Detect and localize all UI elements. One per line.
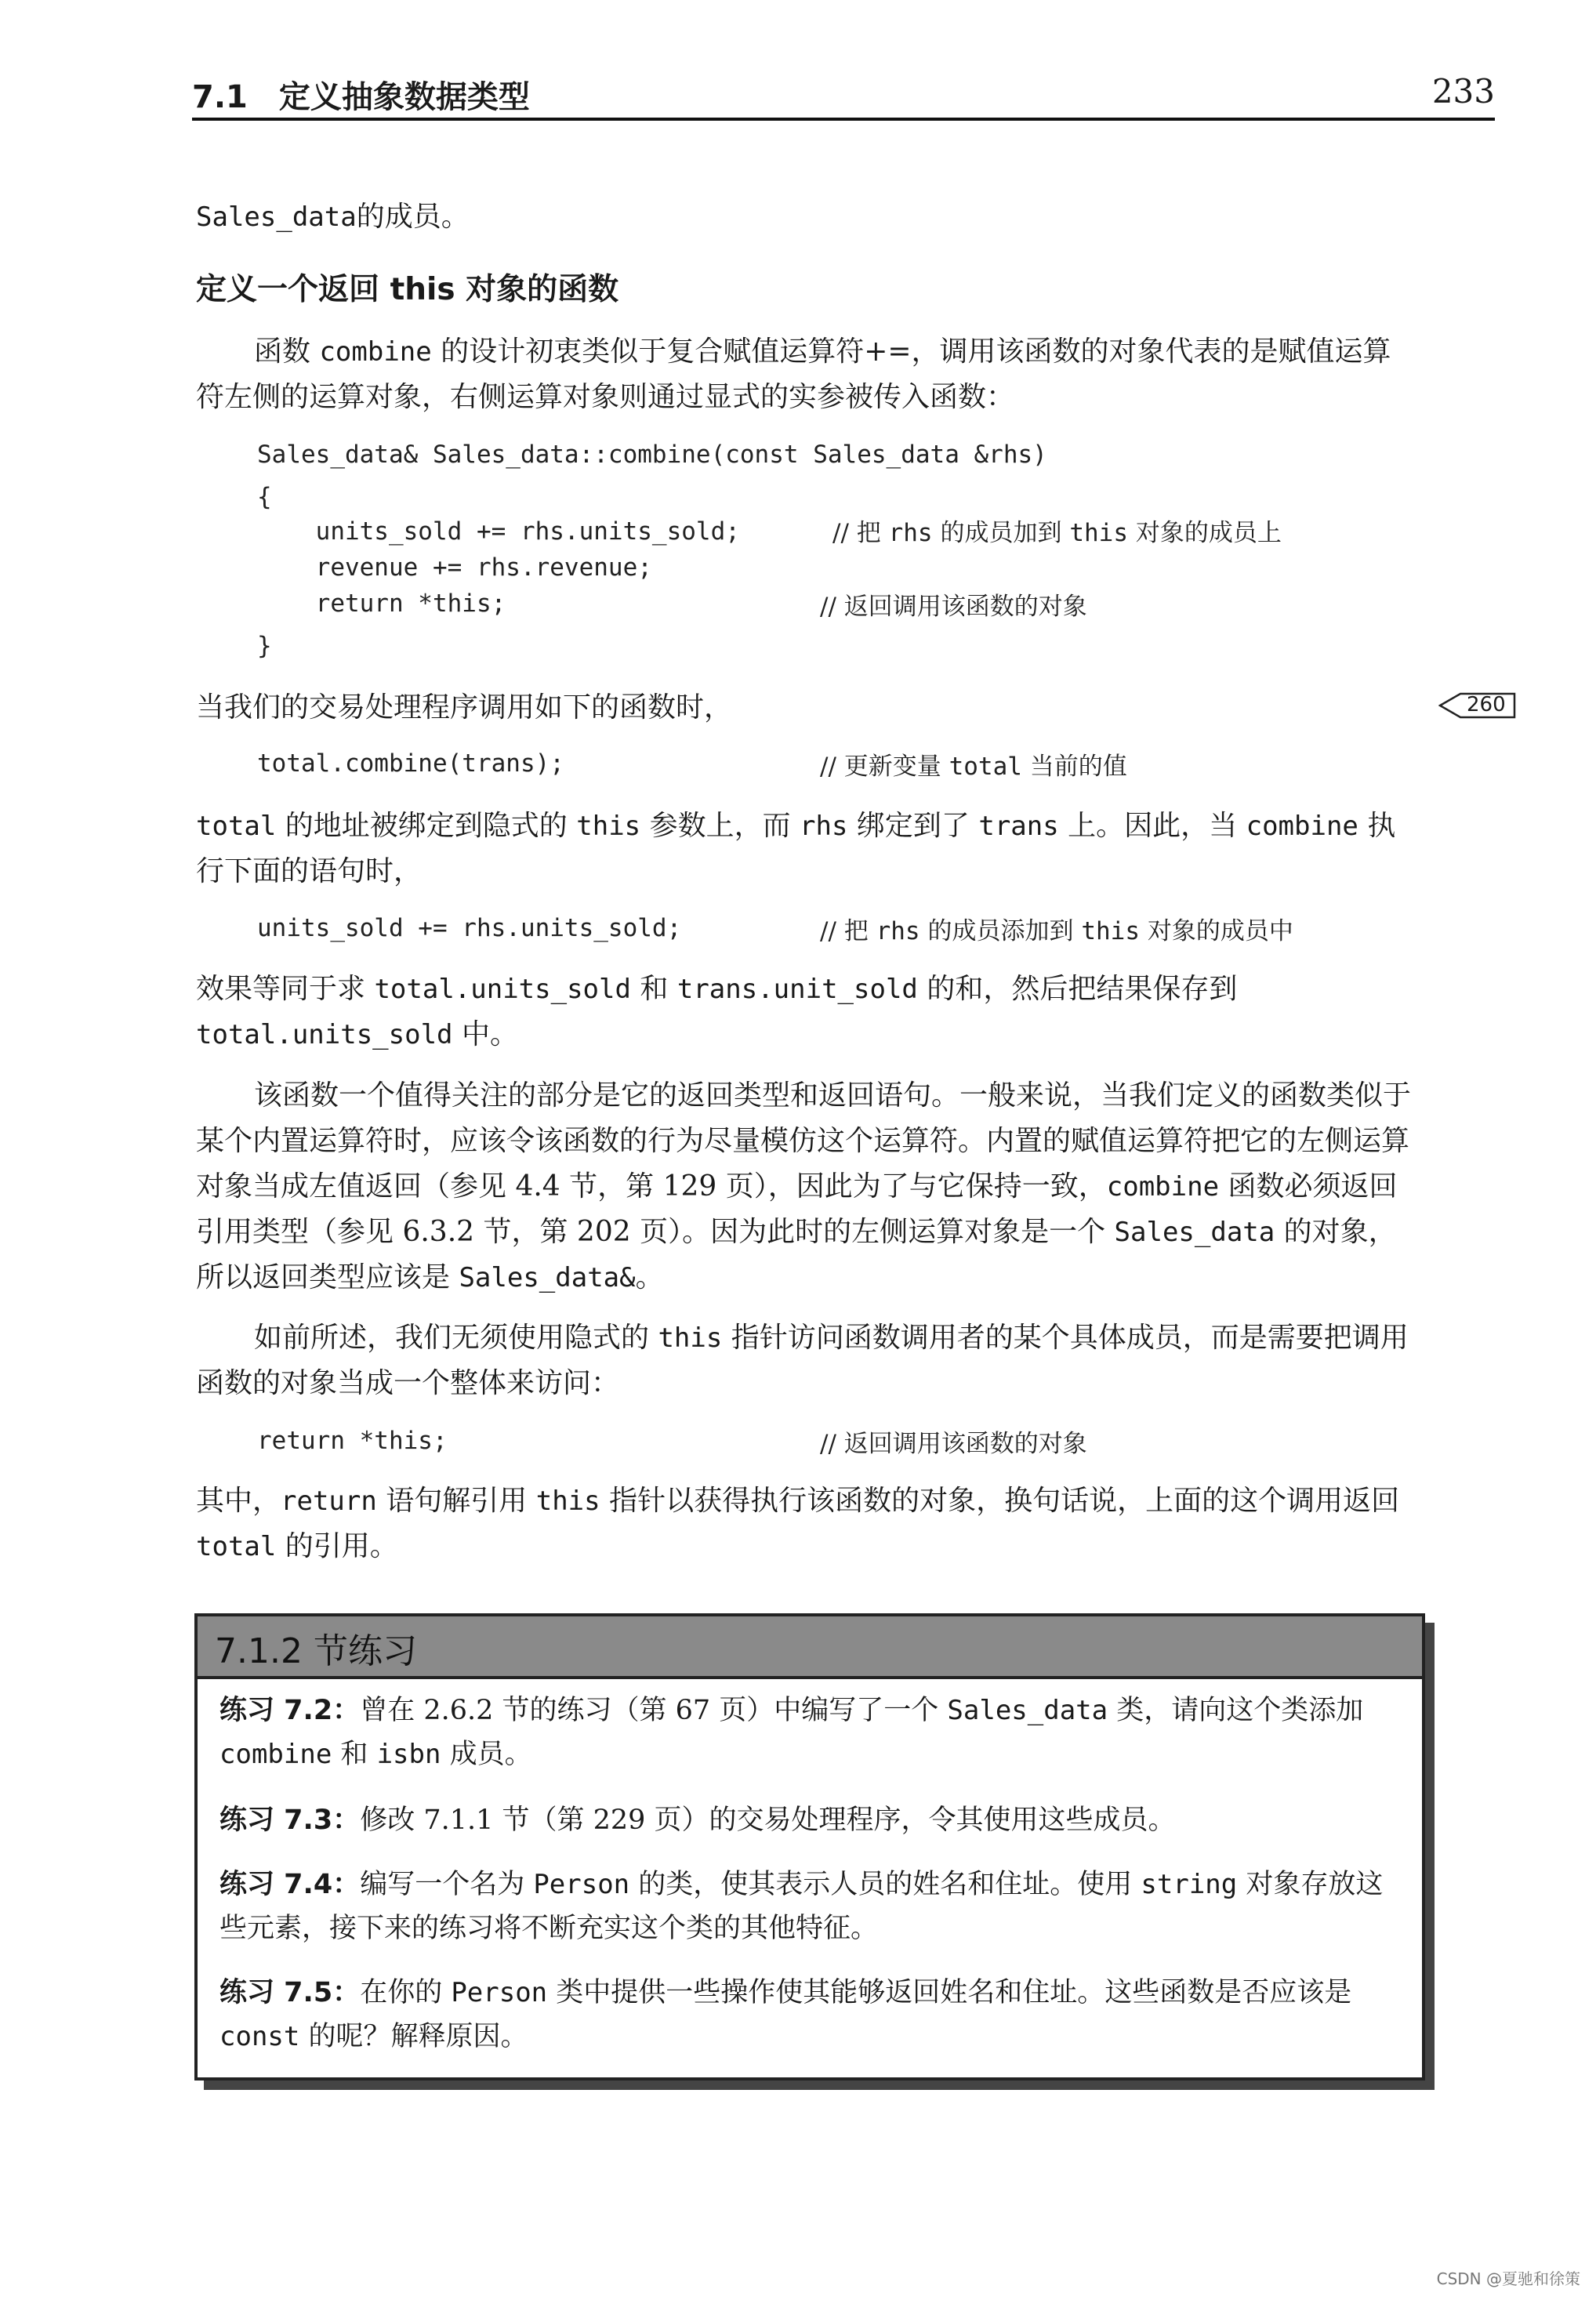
exercise-7-4: 练习 7.4：编写一个名为 Person 的类，使其表示人员的姓名和住址。使用 string 对象存放这些元素，接下来的练习将不断充实这个类的其他特征。 bbox=[219, 1869, 1384, 1944]
header-rule bbox=[192, 118, 1495, 121]
code-comment: // 返回调用该函数的对象 bbox=[820, 593, 1087, 621]
running-header bbox=[192, 72, 1495, 121]
exercise-box-title: 7.1.2 节练习 bbox=[215, 1631, 417, 1671]
exercise-box-title-bar bbox=[198, 1616, 1422, 1679]
code-comment: // 更新变量 total 当前的值 bbox=[820, 753, 1127, 781]
code-comment: // 把 rhs 的成员加到 this 对象的成员上 bbox=[832, 519, 1282, 547]
paragraph-1: 函数 combine 的设计初衷类似于复合赋值运算符+=，调用该函数的对象代表的是赋值运算符左侧的运算对象，右侧运算对象则通过显式的实参被传入函数： bbox=[196, 336, 1391, 413]
paragraph-6: 如前所述，我们无须使用隐式的 this 指针访问函数调用者的某个具体成员，而是需要把调用函数的对象当成一个整体来访问： bbox=[196, 1322, 1409, 1399]
book-page: 7.1 定义抽象数据类型 233 Sales_data的成员。 定义一个返回 this 对象的函数 函数 combine 的设计初衷类似于复合赋值运算符+=，调用该函数的对象代表的是赋值运算符左侧的运算对象，右侧运算对象则通过显式的实参被传入函数： Sales_data& Sales_data::combine(const Sales_data &rhs) { units_sold += rhs.units_sold; revenue += rhs.revenue; return *this; } // 把 rhs 的成员加到 this 对象的成员上 // 返回调用该函数的对象 当我们的交易处理程序调用如下的函数时， 260 total.combine(trans); // 更新变量 total 当前的值 total 的地址被绑定到隐式的 this 参数上，而 rhs 绑定到了 trans 上。因此，当 combine 执行下面的语句时， units_sold += rhs.units_sold; // 把 rhs 的成员添加到 this 对象的成员中 效果等同于求 total.units_sold 和 trans.unit_sold 的和，然后把结果保存到 total.units_sold 中。 该函数一个值得关注的部分是它的返回类型和返回语句。一般来说，当我们定义的函数类似于某个内置运算符时，应该令该函数的行为尽量模仿这个运算符。内置的赋值运算符把它的左侧运算对象当成左值返回（参见 4.4 节，第 129 页），因此为了与它保持一致，combine 函数必须返回引用类型（参见 6.3.2 节，第 202 页）。因为此时的左侧运算对象是一个 Sales_data 的对象，所以返回类型应该是 Sales_data&。 如前所述，我们无须使用隐式的 this 指针访问函数调用者的某个具体成员，而是需要把调用函数的对象当成一个整体来访问： return *this; // 返回调用该函数的对象 其中，return 语句解引用 this 指针以获得执行该函数的对象，换句话说，上面的这个调用返回 total 的引用。 7.1.2 节练习 练习 7.2：曾在 2.6.2 节的练习（第 67 页）中编写了一个 Sales_data 类，请向这个类添加 combine 和 isbn 成员。 练习 7.3：修改 7.1.1 节（第 229 页）的交易处理程序，令其使用这些成员。 练习 7.4：编写一个名为 Person 的类，使其表示人员的姓名和住址。使用 string 对象存放这些元素，接下来的练习将不断充实这个类的其他特征。 练习 7.5：在你的 Person 类中提供一些操作使其能够返回姓名和住址。这些函数是否应该是 const 的呢？解释原因。 CSDN @夏驰和徐策 bbox=[192, 72, 1580, 2288]
subsection-heading: 定义一个返回 this 对象的函数 bbox=[196, 272, 619, 307]
paragraph-3: total 的地址被绑定到隐式的 this 参数上，而 rhs 绑定到了 trans 上。因此，当 combine 执行下面的语句时， bbox=[196, 810, 1396, 887]
paragraph-5: 该函数一个值得关注的部分是它的返回类型和返回语句。一般来说，当我们定义的函数类似于某个内置运算符时，应该令该函数的行为尽量模仿这个运算符。内置的赋值运算符把它的左侧运算对象当成左值返回（参见 4.4 节，第 129 页），因此为了与它保持一致，combine 函数必须返回引用类型（参见 6.3.2 节，第 202 页）。因为此时的左侧运算对象是一个 Sales_data 的对象，所以返回类型应该是 Sales_data&。 bbox=[196, 1079, 1412, 1293]
paragraph-2: 当我们的交易处理程序调用如下的函数时， bbox=[196, 691, 733, 724]
exercise-box bbox=[194, 1613, 1425, 2081]
exercise-7-2: 练习 7.2：曾在 2.6.2 节的练习（第 67 页）中编写了一个 Sales_data 类，请向这个类添加 combine 和 isbn 成员。 bbox=[219, 1695, 1364, 1770]
watermark: CSDN @夏驰和徐策 bbox=[1436, 2269, 1580, 2288]
page-number: 233 bbox=[1431, 72, 1495, 111]
exercise-7-5: 练习 7.5：在你的 Person 类中提供一些操作使其能够返回姓名和住址。这些函数是否应该是 const 的呢？解释原因。 bbox=[219, 1977, 1352, 2052]
code-comment: // 返回调用该函数的对象 bbox=[820, 1430, 1087, 1458]
code-comment: // 把 rhs 的成员添加到 this 对象的成员中 bbox=[820, 917, 1293, 945]
margin-page-ref: 260 bbox=[1438, 691, 1517, 720]
exercise-7-3: 练习 7.3：修改 7.1.1 节（第 229 页）的交易处理程序，令其使用这些成员。 bbox=[219, 1805, 1176, 1836]
intro-line: Sales_data的成员。 bbox=[196, 201, 470, 233]
section-title: 7.1 定义抽象数据类型 bbox=[192, 79, 530, 115]
paragraph-7: 其中，return 语句解引用 this 指针以获得执行该函数的对象，换句话说，上面的这个调用返回 total 的引用。 bbox=[196, 1485, 1400, 1562]
paragraph-4: 效果等同于求 total.units_sold 和 trans.unit_sold 的和，然后把结果保存到 total.units_sold 中。 bbox=[196, 973, 1238, 1050]
